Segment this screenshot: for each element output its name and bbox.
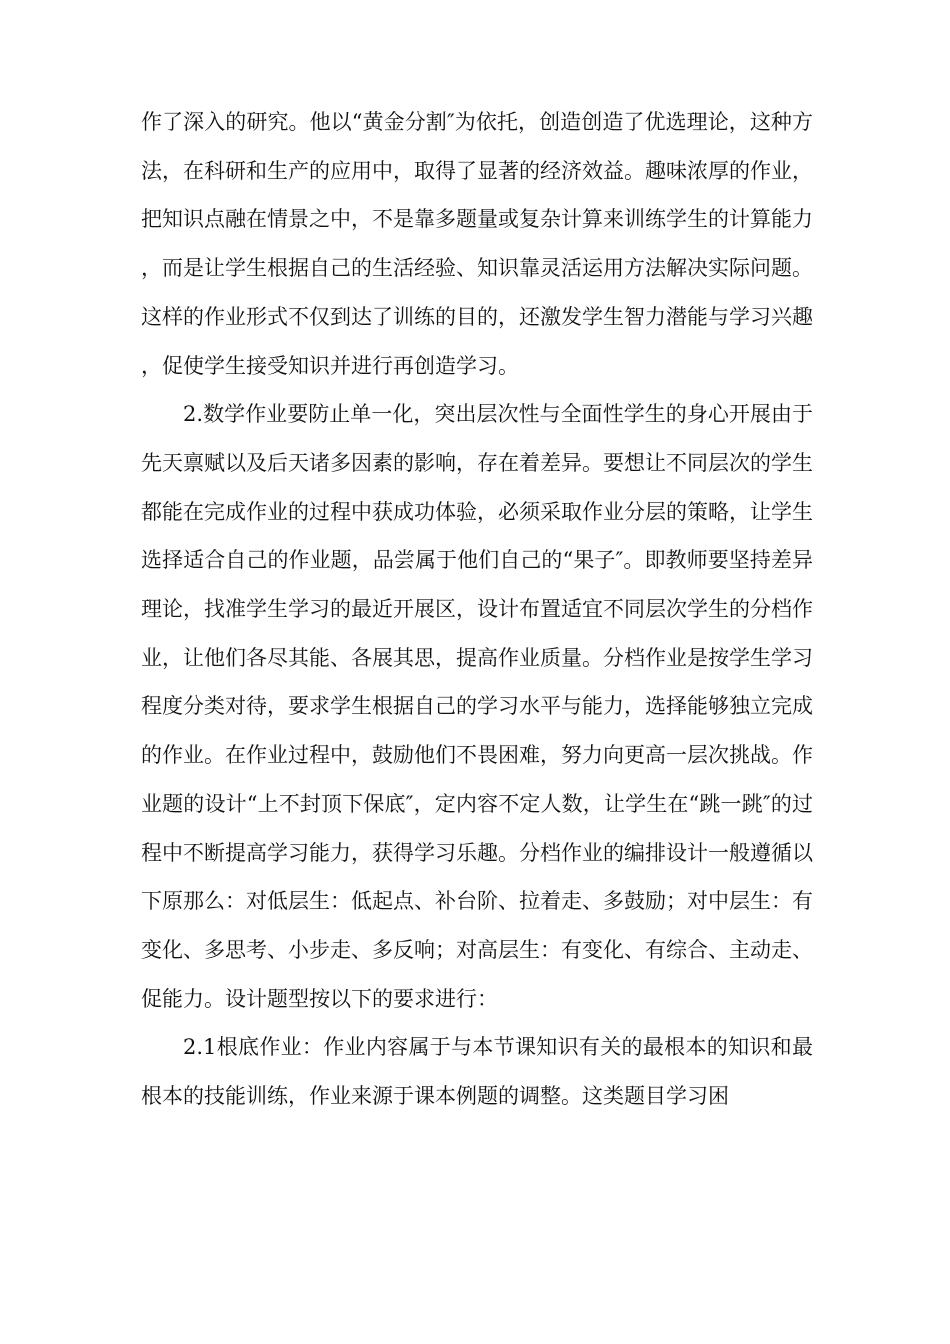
paragraph-section-2: 2.数学作业要防止单一化，突出层次性与全面性学生的身心开展由于先天禀赋以及后天诸多因素的影响，存在着差异。要想让不同层次的学生都能在完成作业的过程中获成功体验，必须采取作业分层的策略，让学生选择适合自己的作业题，品尝属于他们自己的“果子″。即教师要坚持差异理论，找准学生学习的最近开展区，设计布置适宜不同层次学生的分档作业，让他们各尽其能、各展其思，提高作业质量。分档作业是按学生学习程度分类对待，要求学生根据自己的学习水平与能力，选择能够独立完成的作业。在作业过程中，鼓励他们不畏困难，努力向更高一层次挑战。作业题的设计“上不封顶下保底″，定内容不定人数，让学生在“跳一跳″的过程中不断提高学习能力，获得学习乐趣。分档作业的编排设计一般遵循以下原那么：对低层生：低起点、补台阶、拉着走、多鼓励；对中层生：有变化、多思考、小步走、多反响；对高层生：有变化、有综合、主动走、促能力。设计题型按以下的要求进行： <box>141 402 813 1011</box>
paragraph-continuation: 作了深入的研究。他以“黄金分割″为依托，创造创造了优选理论，这种方法，在科研和生产的应用中，取得了显著的经济效益。趣味浓厚的作业，把知识点融在情景之中，不是靠多题量或复杂计算来训练学生的计算能力，而是让学生根据自己的生活经验、知识靠灵活运用方法解决实际问题。这样的作业形式不仅到达了训练的目的，还激发学生智力潜能与学习兴趣，促使学生接受知识并进行再创造学习。 <box>141 110 813 378</box>
paragraph-section-2-1: 2.1根底作业：作业内容属于与本节课知识有关的最根本的知识和最根本的技能训练，作业来源于课本例题的调整。这类题目学习困 <box>141 1035 813 1109</box>
body-text <box>141 98 813 1121</box>
